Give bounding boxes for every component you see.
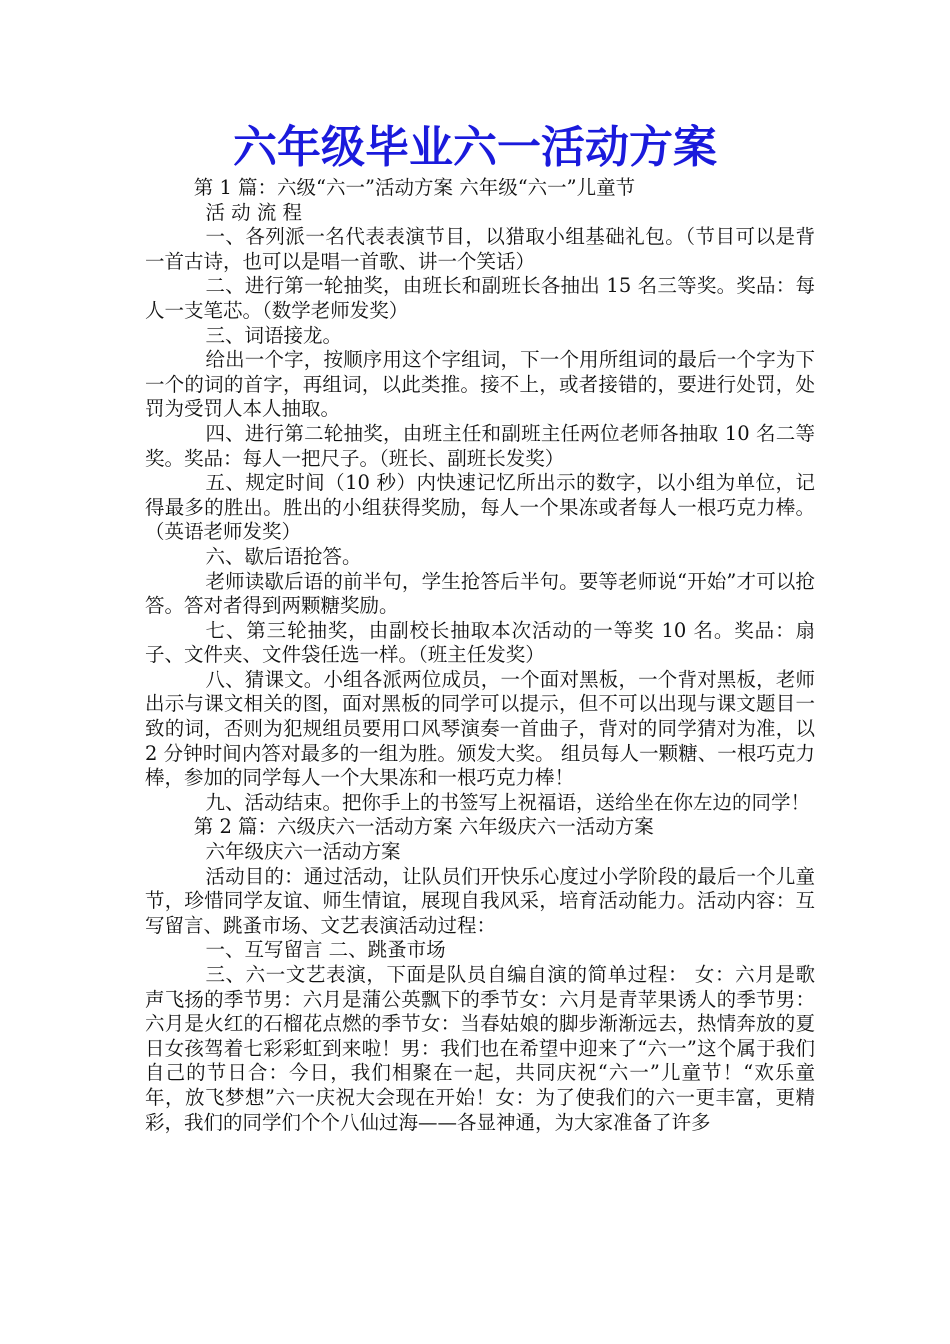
paragraph: 老师读歇后语的前半句，学生抢答后半句。要等老师说“开始”才可以抢答。答对者得到两颗糖奖励。 <box>145 569 815 618</box>
paragraph: 五、规定时间（10 秒）内快速记忆所出示的数字，以小组为单位，记得最多的胜出。胜出的小组获得奖励，每人一个果冻或者每人一根巧克力棒。（英语老师发奖） <box>145 471 815 544</box>
paragraph: 七、第三轮抽奖，由副校长抽取本次活动的一等奖 10 名。奖品：扇子、文件夹、文件袋任选一样。（班主任发奖） <box>145 618 815 667</box>
document-body <box>145 176 815 1135</box>
paragraph: 二、进行第一轮抽奖，由班长和副班长各抽出 15 名三等奖。奖品：每人一支笔芯。（数学老师发奖） <box>145 274 815 322</box>
document-title: 六年级毕业六一活动方案 <box>233 122 717 173</box>
paragraph: 活动目的：通过活动，让队员们开快乐心度过小学阶段的最后一个儿童节，珍惜同学友谊、师生情谊，展现自我风采，培育活动能力。活动内容：互写留言、跳蚤市场、文艺表演活动过程： <box>145 864 815 937</box>
paragraph: 第 1 篇：六级“六一”活动方案 六年级“六一”儿童节 <box>193 176 636 199</box>
paragraph: 八、猜课文。小组各派两位成员，一个面对黑板，一个背对黑板，老师出示与课文相关的图，面对黑板的同学可以提示，但不可以出现与课文题目一致的词，否则为犯规组员要用口风琴演奏一首曲子，背对的同学猜对为准，以 2 分钟时间内答对最多的一组为胜。颁发大奖。 组员每人一颗糖、一根巧克力棒，参加的同学每人一个大果冻和一根巧克力棒！ <box>145 667 815 790</box>
paragraph: 一、互写留言 二、跳蚤市场 <box>205 938 446 962</box>
paragraph: 第 2 篇：六级庆六一活动方案 六年级庆六一活动方案 <box>193 815 654 839</box>
paragraph: 三、词语接龙。 <box>205 323 342 347</box>
paragraph: 活 动 流 程 <box>205 200 303 224</box>
paragraph: 六年级庆六一活动方案 <box>205 840 401 864</box>
paragraph: 给出一个字，按顺序用这个字组词，下一个用所组词的最后一个字为下一个的词的首字，再组词，以此类推。接不上，或者接错的，要进行处罚，处罚为受罚人本人抽取。 <box>145 348 815 421</box>
paragraph: 一、各列派一名代表表演节目，以猎取小组基础礼包。（节目可以是背一首古诗，也可以是唱一首歌、讲一个笑话） <box>145 225 815 273</box>
paragraph: 三、六一文艺表演，下面是队员自编自演的简单过程： 女：六月是歌声飞扬的季节男：六月是蒲公英飘下的季节女：六月是青苹果诱人的季节男：六月是火红的石榴花点燃的季节女：当春姑娘的脚步渐渐远去，热情奔放的夏日女孩驾着七彩彩虹到来啦！男：我们也在希望中迎来了“六一”这个属于我们自己的节日合：今日，我们相聚在一起，共同庆祝“六一”儿童节！“欢乐童年，放飞梦想”六一庆祝大会现在开始！女：为了使我们的六一更丰富，更精彩，我们的同学们个个八仙过海——各显神通，为大家准备了许多 <box>145 963 815 1134</box>
paragraph: 九、活动结束。把你手上的书签写上祝福语，送给坐在你左边的同学！ <box>205 790 810 814</box>
paragraph: 六、歇后语抢答。 <box>205 544 362 568</box>
paragraph: 四、进行第二轮抽奖，由班主任和副班主任两位老师各抽取 10 名二等奖。奖品：每人一把尺子。（班长、副班长发奖） <box>145 421 815 470</box>
